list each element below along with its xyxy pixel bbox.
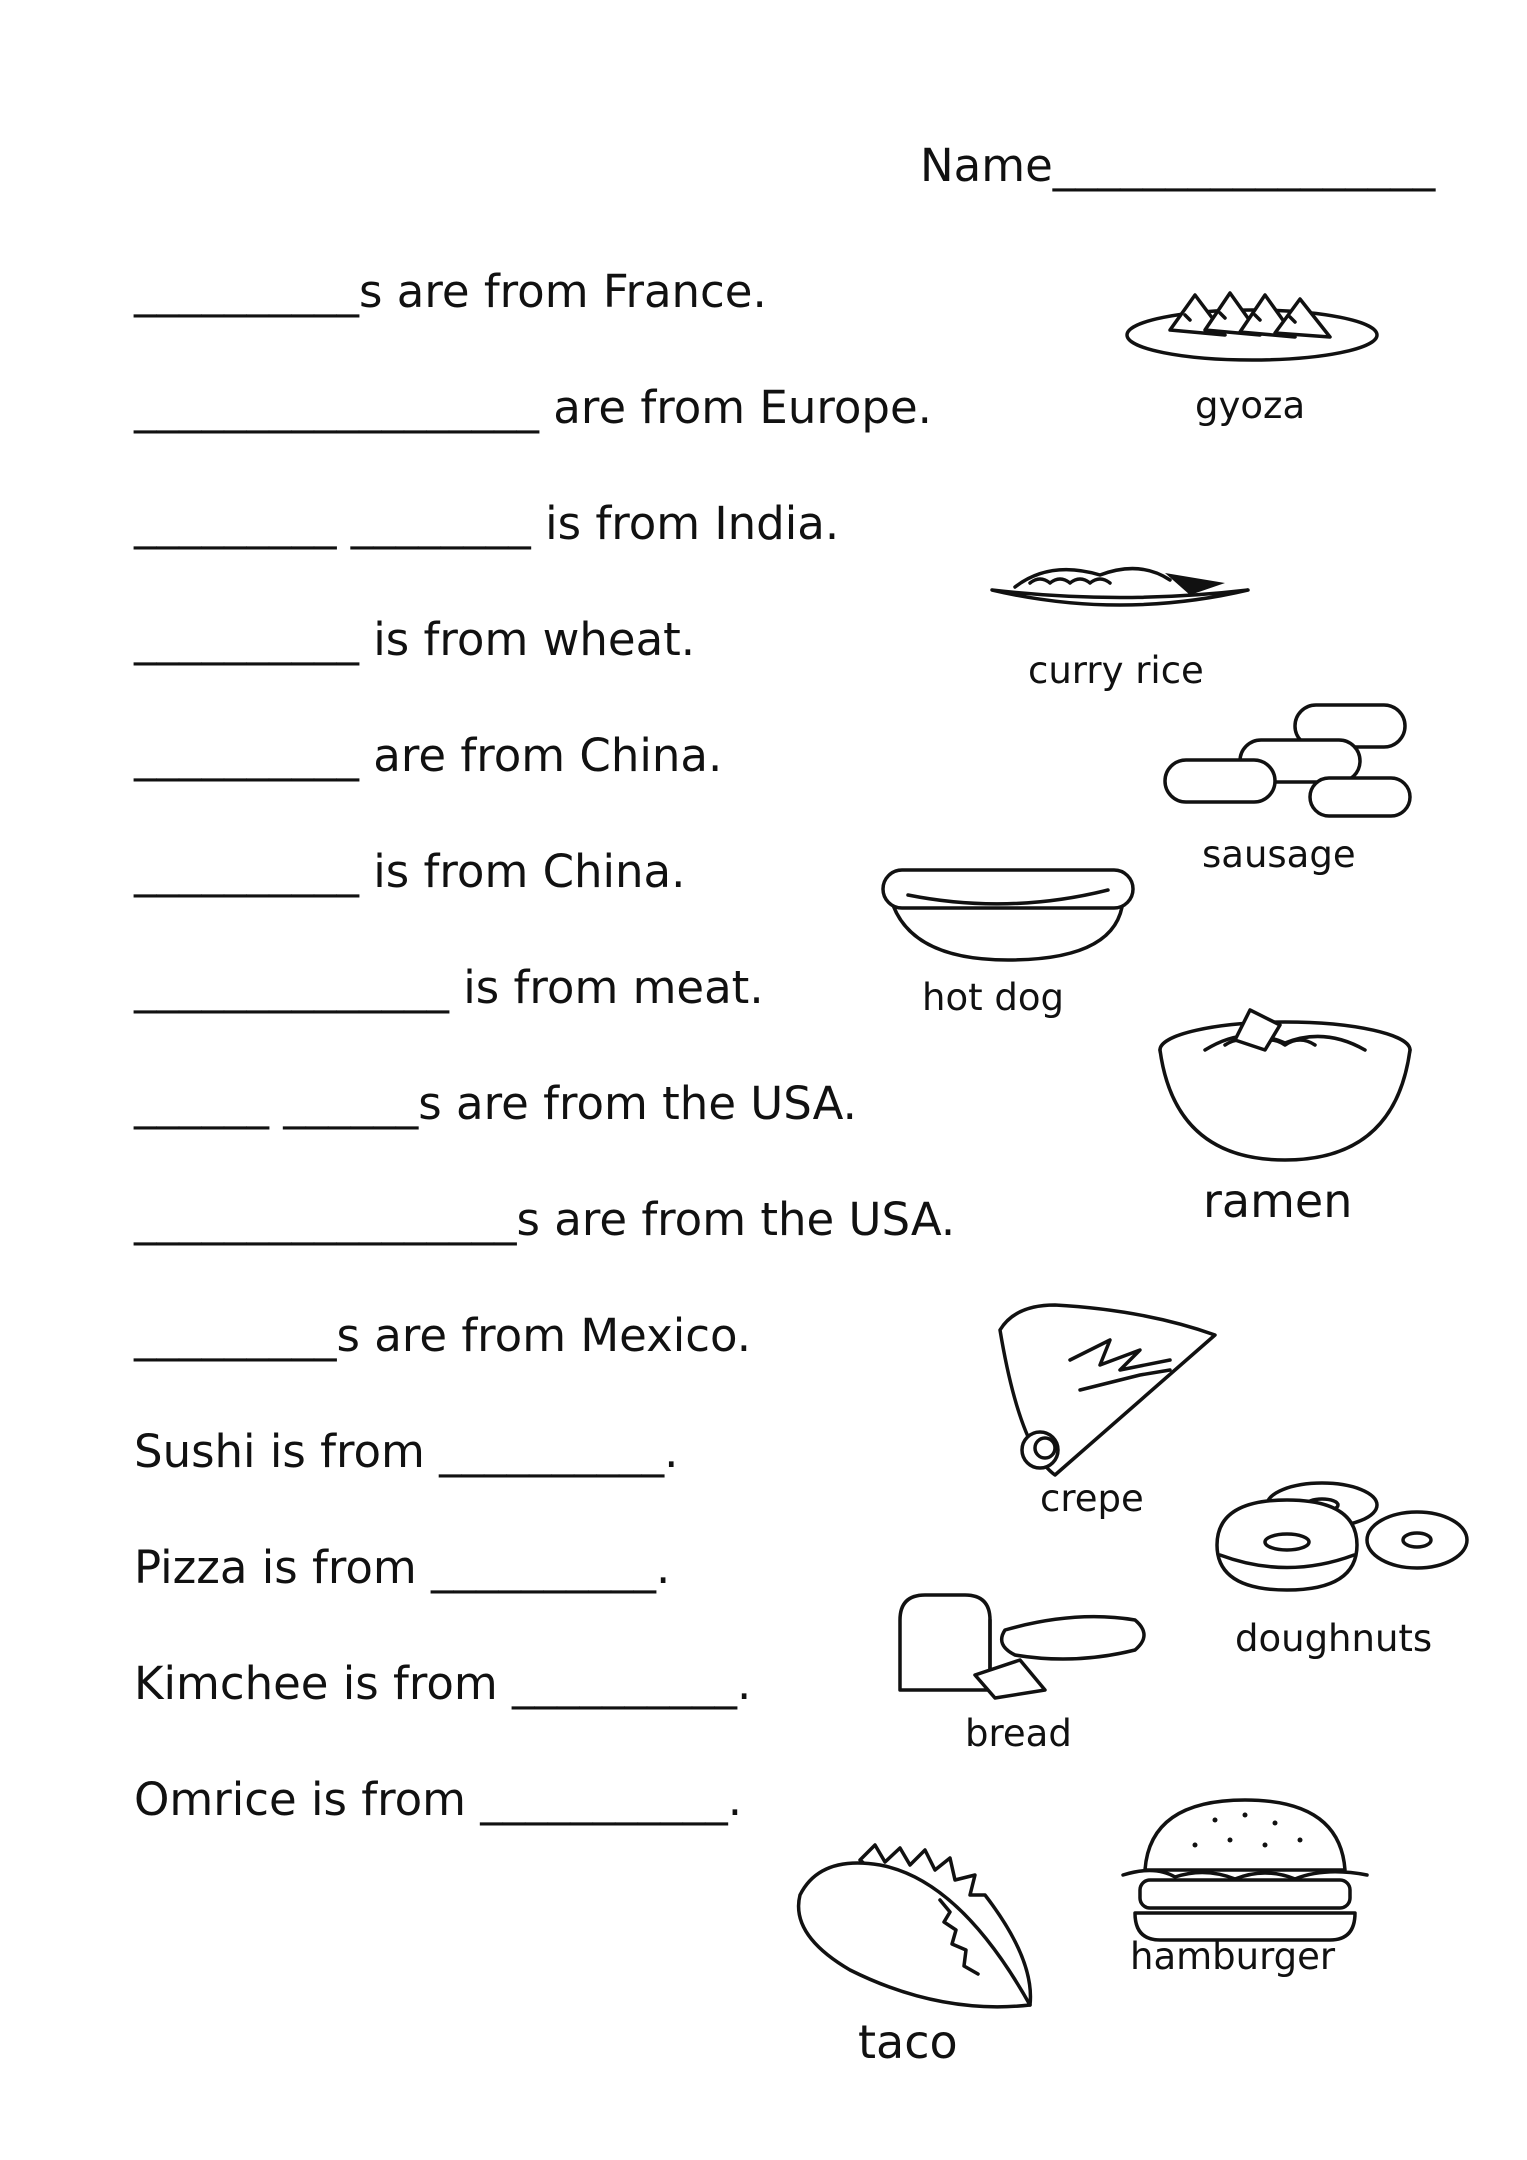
question-7: ______________ is from meat. [134,961,764,1014]
hamburger-label: hamburger [1130,1935,1336,1978]
question-1: __________s are from France. [134,265,767,318]
gyoza-label: gyoza [1195,384,1306,427]
sausage-icon [1160,700,1415,820]
gyoza-icon [1125,285,1380,370]
question-8: ______ ______s are from the USA. [134,1077,857,1130]
taco-icon [790,1840,1040,2015]
hamburger-icon [1115,1795,1375,1945]
question-14: Omrice is from ___________. [134,1773,743,1826]
question-11: Sushi is from __________. [134,1425,679,1478]
question-6: __________ is from China. [134,845,686,898]
crepe-label: crepe [1040,1477,1144,1520]
question-12: Pizza is from __________. [134,1541,671,1594]
question-10: _________s are from Mexico. [134,1309,751,1362]
question-2: __________________ are from Europe. [134,381,932,434]
hot-dog-icon [878,860,1138,965]
name-field: Name_________________ [920,139,1436,192]
question-4: __________ is from wheat. [134,613,696,666]
doughnuts-label: doughnuts [1235,1617,1433,1660]
crepe-icon [995,1300,1220,1480]
bread-icon [895,1590,1155,1700]
question-13: Kimchee is from __________. [134,1657,752,1710]
curry-rice-icon [990,555,1250,615]
question-3: _________ ________ is from India. [134,497,840,550]
question-9: _________________s are from the USA. [134,1193,956,1246]
curry-rice-label: curry rice [1028,649,1204,692]
doughnuts-icon [1212,1480,1472,1610]
question-5: __________ are from China. [134,729,723,782]
ramen-label: ramen [1203,1174,1353,1228]
hot-dog-label: hot dog [922,976,1064,1019]
sausage-label: sausage [1202,833,1356,876]
bread-label: bread [965,1712,1072,1755]
taco-label: taco [858,2015,958,2069]
ramen-icon [1155,1005,1415,1165]
